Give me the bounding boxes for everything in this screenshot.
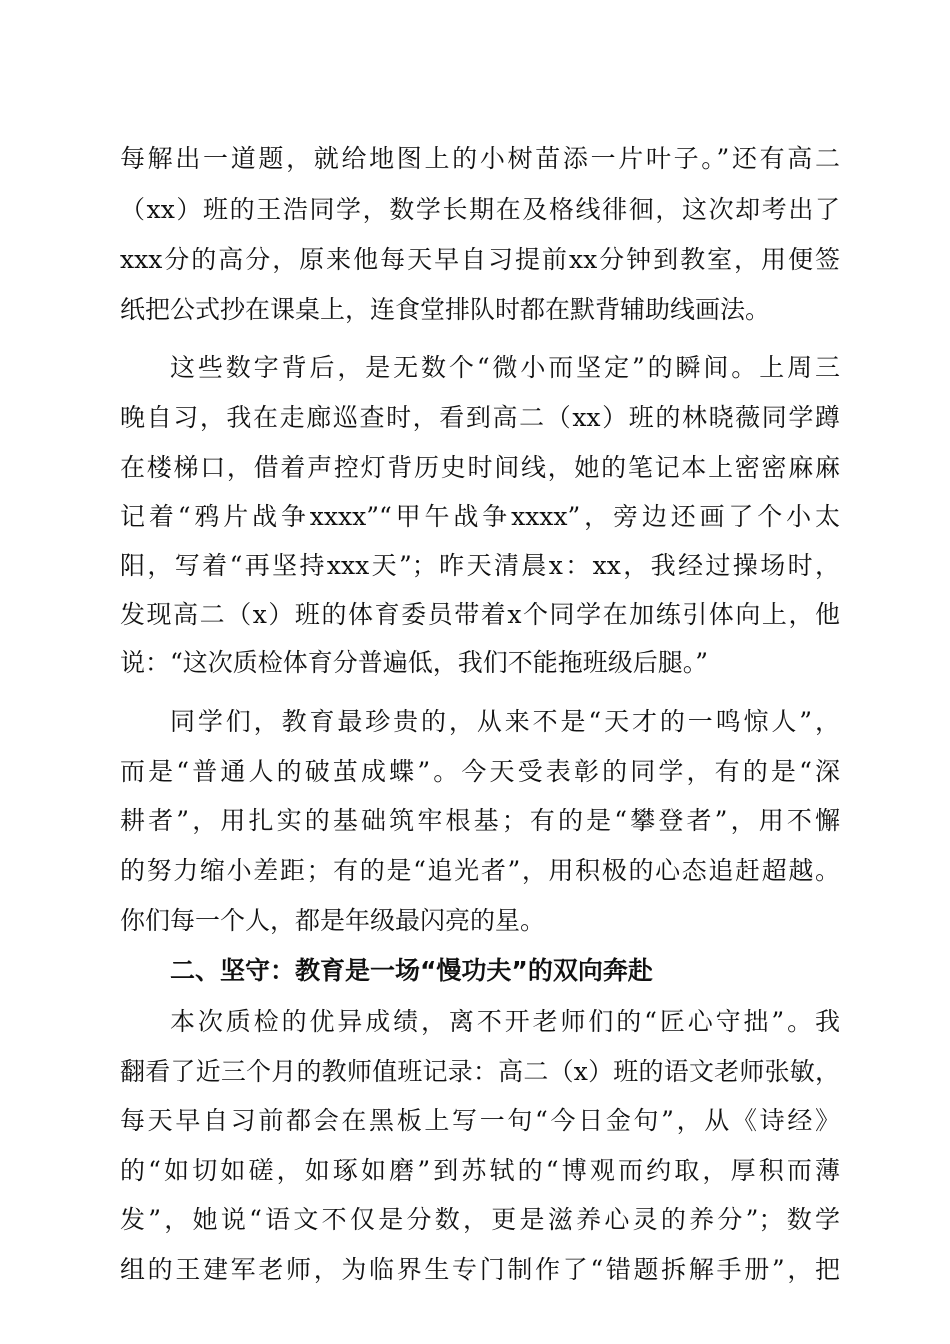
- text-line: 发现高二（x）班的体育委员带着x个同学在加练引体向上，他: [120, 600, 840, 629]
- text-line: （xx）班的王浩同学，数学长期在及格线徘徊，这次却考出了: [120, 195, 840, 224]
- section-heading: 二、坚守：教育是一场“慢功夫”的双向奔赴: [170, 956, 653, 985]
- text-line: 阳，写着“再坚持xxx天”；昨天清晨x：xx，我经过操场时，: [120, 551, 840, 580]
- text-line: 翻看了近三个月的教师值班记录：高二（x）班的语文老师张敏，: [120, 1057, 840, 1086]
- text-line: 晚自习，我在走廊巡查时，看到高二（xx）班的林晓薇同学蹲: [120, 403, 840, 432]
- text-line: 组的王建军老师，为临界生专门制作了“错题拆解手册”，把: [120, 1255, 840, 1284]
- text-line: 在楼梯口，借着声控灯背历史时间线，她的笔记本上密密麻麻: [120, 453, 840, 482]
- text-line: 记着“鸦片战争xxxx”“甲午战争xxxx”，旁边还画了个小太: [120, 502, 840, 531]
- text-line: 耕者”，用扎实的基础筑牢根基；有的是“攀登者”，用不懈: [120, 806, 840, 835]
- text-line: 纸把公式抄在课桌上，连食堂排队时都在默背辅助线画法。: [120, 295, 771, 324]
- text-line: 发”，她说“语文不仅是分数，更是滋养心灵的养分”；数学: [120, 1205, 840, 1234]
- text-line: 说：“这次质检体育分普遍低，我们不能拖班级后腿。”: [120, 648, 709, 677]
- text-line: 而是“普通人的破茧成蝶”。今天受表彰的同学，有的是“深: [120, 757, 840, 786]
- text-line: 每解出一道题，就给地图上的小树苗添一片叶子。”还有高二: [120, 144, 840, 173]
- text-line: 这些数字背后，是无数个“微小而坚定”的瞬间。上周三: [170, 353, 840, 382]
- text-line: xxx分的高分，原来他每天早自习提前xx分钟到教室，用便签: [120, 245, 840, 274]
- text-line: 每天早自习前都会在黑板上写一句“今日金句”，从《诗经》: [120, 1106, 840, 1135]
- text-line: 你们每一个人，都是年级最闪亮的星。: [120, 906, 546, 935]
- text-line: 的“如切如磋，如琢如磨”到苏轼的“博观而约取，厚积而薄: [120, 1156, 840, 1185]
- text-line: 的努力缩小差距；有的是“追光者”，用积极的心态追赶超越。: [120, 856, 840, 885]
- text-line: 本次质检的优异成绩，离不开老师们的“匠心守拙”。我: [170, 1007, 840, 1036]
- text-line: 同学们，教育最珍贵的，从来不是“天才的一鸣惊人”，: [170, 707, 840, 736]
